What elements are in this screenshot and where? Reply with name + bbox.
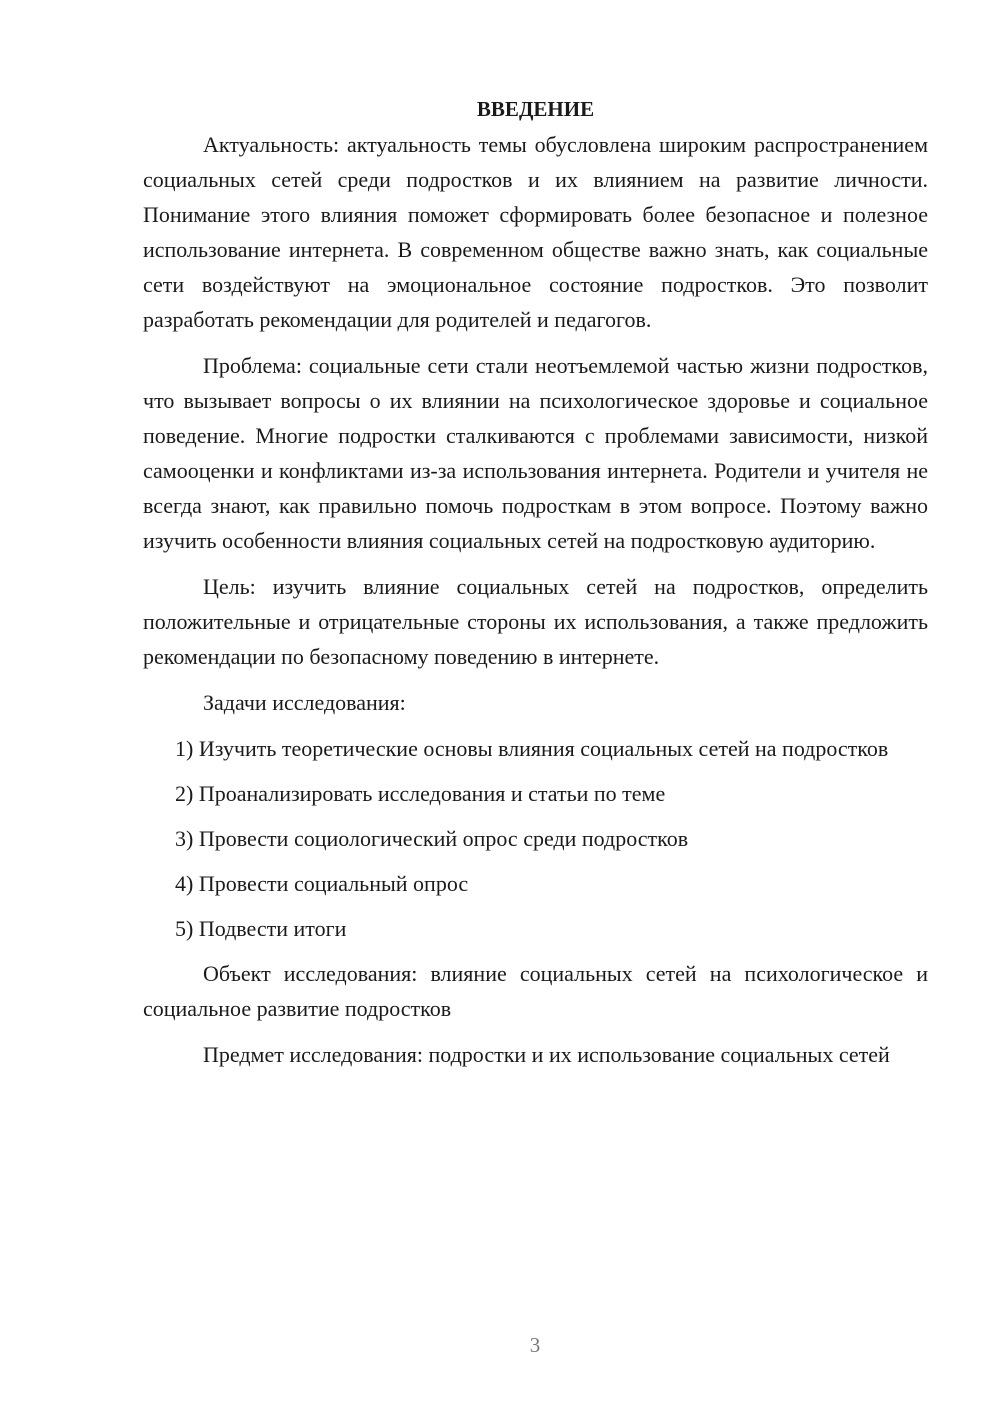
- subject-paragraph: Предмет исследования: подростки и их использование социальных сетей: [203, 1042, 890, 1067]
- goal-paragraph: Цель: изучить влияние социальных сетей на подростков, определить положительные и отрицательные стороны их использования, а также предложить рекомендации по безопасному поведению в интернете.: [143, 574, 928, 669]
- list-item: 5) Подвести итоги: [175, 916, 347, 941]
- relevance-paragraph: Актуальность: актуальность темы обусловлена широким распространением социальных сетей среди подростков и их влиянием на развитие личности. Понимание этого влияния поможет сформировать более безопасное и полезное использование интернета. В современном обществе важно знать, как социальные сети воздействуют на эмоциональное состояние подростков. Это позволит разработать рекомендации для родителей и педагогов.: [143, 132, 928, 332]
- list-item: 2) Проанализировать исследования и статьи по теме: [175, 781, 666, 806]
- tasks-heading: Задачи исследования:: [203, 690, 406, 715]
- tasks-list: [143, 731, 928, 946]
- list-item: 3) Провести социологический опрос среди подростков: [175, 826, 689, 851]
- page-number: 3: [529, 1333, 541, 1357]
- document-page: [143, 92, 928, 1083]
- object-paragraph: Объект исследования: влияние социальных сетей на психологическое и социальное развитие подростков: [143, 961, 928, 1021]
- list-item: 4) Провести социальный опрос: [175, 871, 469, 896]
- list-item: 1) Изучить теоретические основы влияния социальных сетей на подростков: [175, 736, 889, 761]
- problem-paragraph: Проблема: социальные сети стали неотъемлемой частью жизни подростков, что вызывает вопросы о их влиянии на психологическое здоровье и социальное поведение. Многие подростки сталкиваются с проблемами зависимости, низкой самооценки и конфликтами из-за использования интернета. Родители и учителя не всегда знают, как правильно помочь подросткам в этом вопросе. Поэтому важно изучить особенности влияния социальных сетей на подростковую аудиторию.: [143, 353, 928, 553]
- section-title: ВВЕДЕНИЕ: [476, 97, 595, 121]
